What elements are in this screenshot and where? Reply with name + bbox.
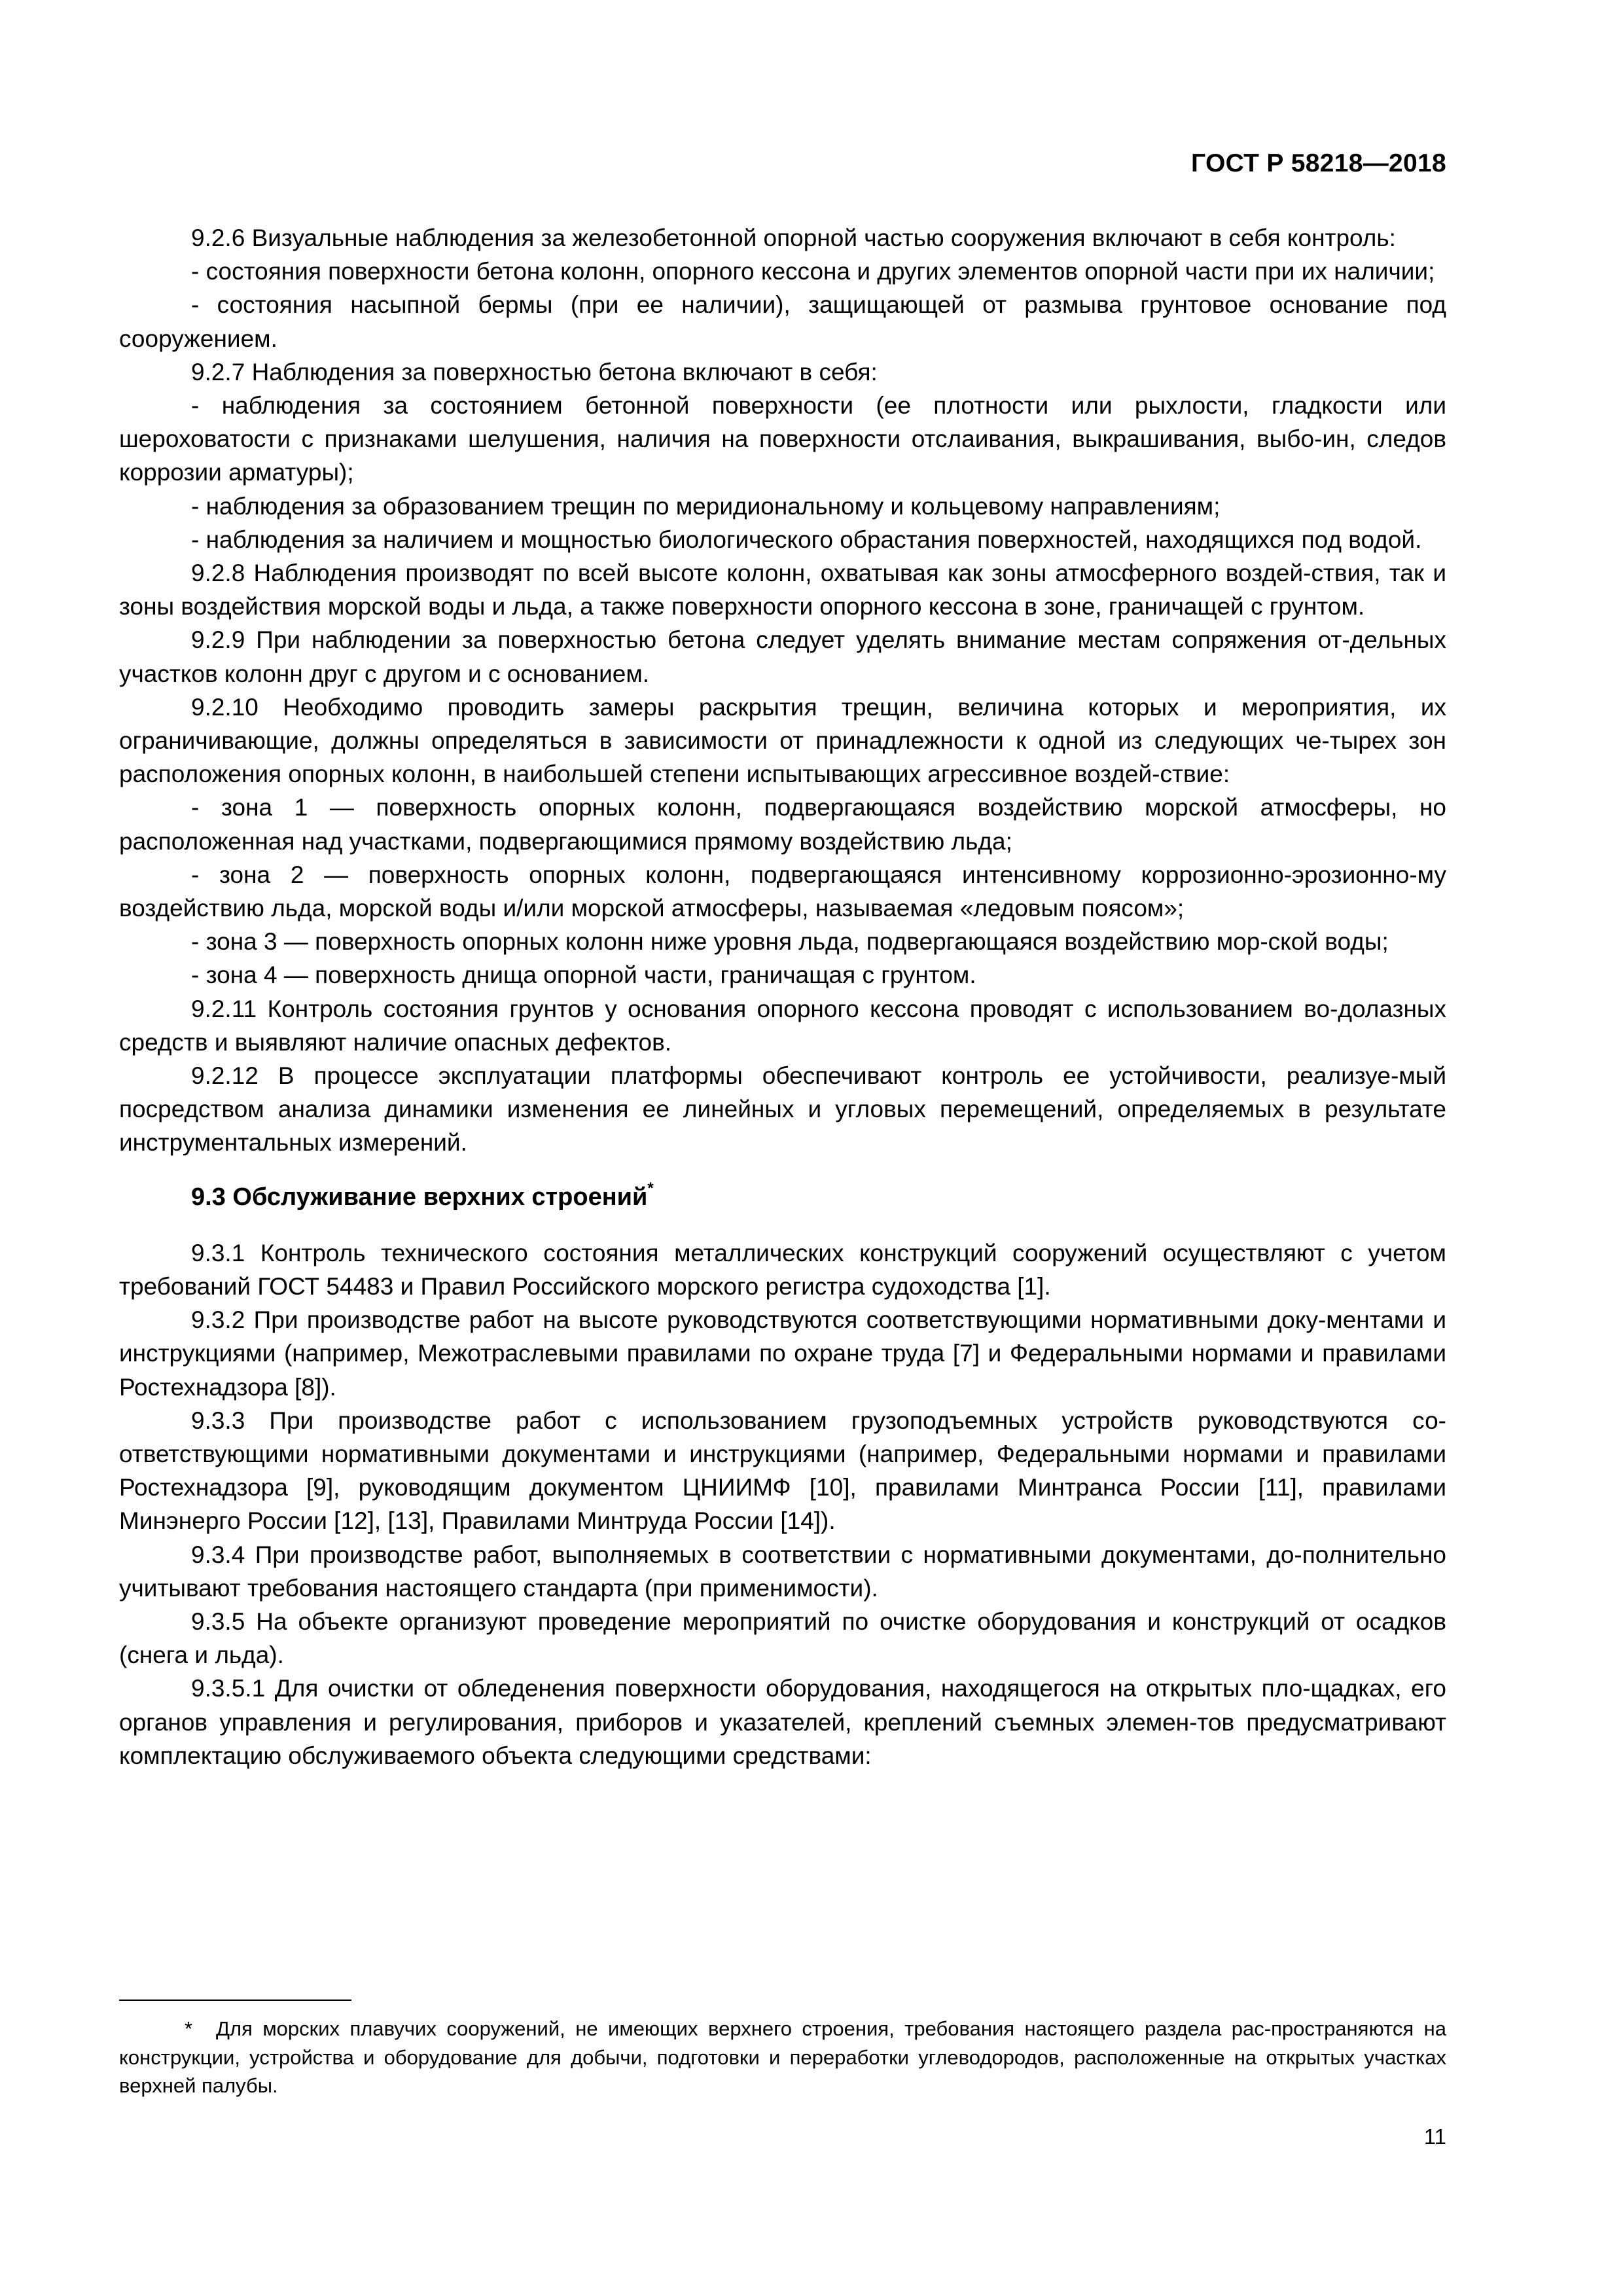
paragraph-9-3-1: 9.3.1 Контроль технического состояния металлических конструкций сооружений осуществляют с учетом требований ГОСТ 54483 и Правил Российского морского регистра судоходства [1]. <box>119 1239 1446 1300</box>
list-item-biofouling: - наблюдения за наличием и мощностью биологического обрастания поверхностей, находящихся под водой. <box>191 526 1422 553</box>
footnote <box>119 2015 1446 2100</box>
document-page <box>119 0 1446 2296</box>
footnote-divider <box>119 2000 351 2001</box>
paragraph-9-2-9: 9.2.9 При наблюдении за поверхностью бетона следует уделять внимание местам сопряжения от-дельных участков колонн друг с другом и с основанием. <box>119 626 1446 687</box>
paragraph-9-2-11: 9.2.11 Контроль состояния грунтов у основания опорного кессона проводят с использованием во-долазных средств и выявляют наличие опасных дефектов. <box>119 995 1446 1056</box>
document-body <box>119 221 1446 1772</box>
document-header-code: ГОСТ Р 58218—2018 <box>1191 149 1446 177</box>
paragraph-9-3-4: 9.3.4 При производстве работ, выполняемых в соответствии с нормативными документами, до-полнительно учитывают требования настоящего стандарта (при применимости). <box>119 1541 1446 1602</box>
paragraph-9-2-10: 9.2.10 Необходимо проводить замеры раскрытия трещин, величина которых и мероприятия, их ограничивающие, должны определяться в зависимости от принадлежности к одной из следующих че-тырех зон расположения опорных колонн, в наибольшей степени испытывающих агрессивное воздей-ствие: <box>119 693 1446 788</box>
footnote-reference: * <box>647 1179 654 1197</box>
paragraph-9-3-5-1: 9.3.5.1 Для очистки от обледенения поверхности оборудования, находящегося на открытых пло-щадках, его органов управления и регулирования, приборов и указателей, креплений съемных элемен-тов предусматривают комплектацию обслуживаемого объекта следующими средствами: <box>119 1675 1446 1769</box>
list-item-surface-state: - наблюдения за состоянием бетонной поверхности (ее плотности или рыхлости, гладкости или шероховатости с признаками шелушения, наличия на поверхности отслаивания, выкрашивания, выбо-ин, следов коррозии арматуры); <box>119 392 1446 486</box>
paragraph-9-3-3: 9.3.3 При производстве работ с использованием грузоподъемных устройств руководствуются со-ответствующими нормативными документами и инструкциями (например, Федеральными нормами и правилами Ростехнадзора [9], руководящим документом ЦНИИМФ [10], правилами Минтранса России [11], правилами Минэнерго России [12], [13], Правилами Минтруда России [14]). <box>119 1407 1446 1535</box>
paragraph-9-2-7: 9.2.7 Наблюдения за поверхностью бетона включают в себя: <box>191 358 878 386</box>
paragraph-9-3-5: 9.3.5 На объекте организуют проведение мероприятий по очистке оборудования и конструкций от осадков (снега и льда). <box>119 1607 1446 1669</box>
page-number: 11 <box>1423 2125 1446 2149</box>
list-item-cracks: - наблюдения за образованием трещин по меридиональному и кольцевому направлениям; <box>191 492 1221 520</box>
paragraph-9-2-8: 9.2.8 Наблюдения производят по всей высоте колонн, охватывая как зоны атмосферного воздей-ствия, так и зоны воздействия морской воды и льда, а также поверхности опорного кессона в зоне, граничащей с грунтом. <box>119 560 1446 620</box>
list-item-concrete-surface: - состояния поверхности бетона колонн, опорного кессона и других элементов опорной части при их наличии; <box>191 258 1435 285</box>
paragraph-9-2-12: 9.2.12 В процессе эксплуатации платформы обеспечивают контроль ее устойчивости, реализуе-мый посредством анализа динамики изменения ее линейных и угловых перемещений, определяемых в результате инструментальных измерений. <box>119 1062 1446 1157</box>
footnote-mark: * <box>185 2017 193 2040</box>
section-heading-9-3 <box>119 1181 1446 1214</box>
list-item-zone-4: - зона 4 — поверхность днища опорной части, граничащая с грунтом. <box>191 961 976 989</box>
section-title: 9.3 Обслуживание верхних строений <box>191 1183 648 1211</box>
list-item-zone-2: - зона 2 — поверхность опорных колонн, подвергающаяся интенсивному коррозионно-эрозионно-му воздействию льда, морской воды и/или морской атмосферы, называемая «ледовым поясом»; <box>119 861 1446 922</box>
list-item-berm: - состояния насыпной бермы (при ее наличии), защищающей от размыва грунтовое основание под сооружением. <box>119 291 1446 352</box>
list-item-zone-3: - зона 3 — поверхность опорных колонн ниже уровня льда, подвергающаяся воздействию мор-ской воды; <box>191 928 1389 956</box>
paragraph-9-2-6: 9.2.6 Визуальные наблюдения за железобетонной опорной частью сооружения включают в себя контроль: <box>191 224 1396 251</box>
paragraph-9-3-2: 9.3.2 При производстве работ на высоте руководствуются соответствующими нормативными доку-ментами и инструкциями (например, Межотраслевыми правилами по охране труда [7] и Федеральными нормами и правилами Ростехнадзора [8]). <box>119 1306 1446 1401</box>
list-item-zone-1: - зона 1 — поверхность опорных колонн, подвергающаяся воздействию морской атмосферы, но расположенная над участками, подвергающимися прямому воздействию льда; <box>119 794 1446 855</box>
footnote-text: Для морских плавучих сооружений, не имеющих верхнего строения, требования настоящего раздела рас-пространяются на конструкции, устройства и оборудование для добычи, подготовки и переработки углеводородов, расположенные на открытых участках верхней палубы. <box>119 2017 1446 2097</box>
